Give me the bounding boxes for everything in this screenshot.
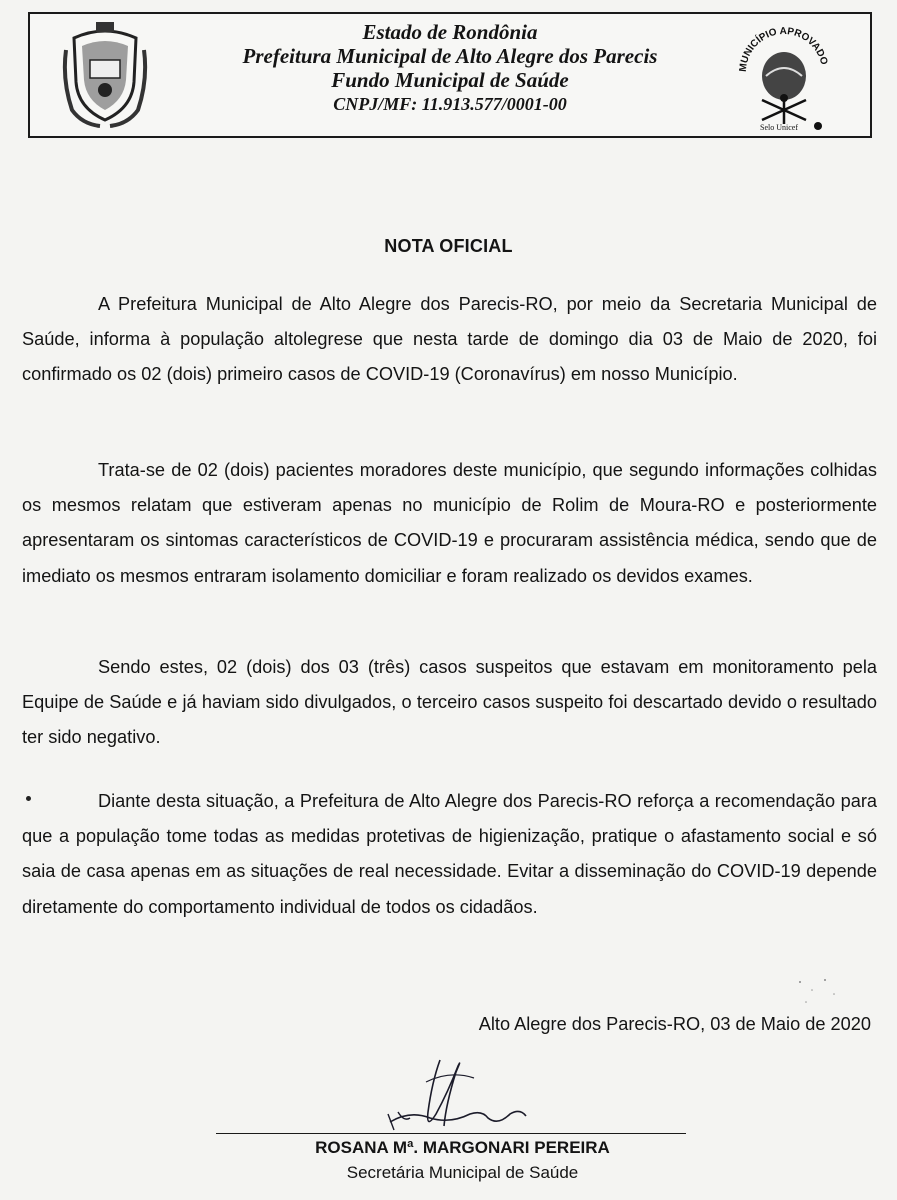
document-title: NOTA OFICIAL <box>384 236 513 256</box>
paragraph-2: Trata-se de 02 (dois) pacientes moradores deste município, que segundo informações colhidas os mesmos relatam que estiveram apenas no município de Rolim de Moura-RO e posteriormente apresentaram os sintomas característicos de COVID-19 e procuraram assistência médica, sendo que de imediato os mesmos entraram isolamento domiciliar e foram realizado os devidos exames. <box>22 460 877 586</box>
state-name: Estado de Rondônia <box>362 20 538 44</box>
paragraph-3: Sendo estes, 02 (dois) dos 03 (três) casos suspeitos que estavam em monitoramento pela Equipe de Saúde e já haviam sido divulgados, o terceiro casos suspeito foi descartado devido o resultado ter sido negativo. <box>22 657 877 748</box>
cnpj-number: CNPJ/MF: 11.913.577/0001-00 <box>333 94 567 114</box>
paragraph-1: A Prefeitura Municipal de Alto Alegre dos Parecis-RO, por meio da Secretaria Municipal de Saúde, informa à população altolegrese que nesta tarde de domingo dia 03 de Maio de 2020, foi confirmado os 02 (dois) primeiro casos de COVID-19 (Coronavírus) em nosso Município. <box>22 294 877 385</box>
fund-name: Fundo Municipal de Saúde <box>331 68 569 92</box>
svg-text:Selo Unicef: Selo Unicef <box>760 123 798 132</box>
scan-specks <box>790 972 850 1012</box>
paragraph-4: Diante desta situação, a Prefeitura de Alto Alegre dos Parecis-RO reforça a recomendação para que a população tome todas as medidas protetivas de higienização, pratique o afastamento social e só saia de casa apenas em as situações de real necessidade. Evitar a disseminação do COVID-19 depende diretamente do comportamento individual de todos os cidadãos. <box>22 791 877 917</box>
unicef-seal-icon <box>732 20 836 132</box>
signer-role: Secretária Municipal de Saúde <box>346 1163 579 1182</box>
svg-text:MUNICÍPIO APROVADO: MUNICÍPIO APROVADO <box>737 25 830 73</box>
prefecture-name: Prefeitura Municipal de Alto Alegre dos Parecis <box>242 44 658 68</box>
letterhead <box>28 12 872 138</box>
municipal-coat-of-arms-icon <box>60 20 150 130</box>
signer-name: ROSANA Mª. MARGONARI PEREIRA <box>315 1138 610 1157</box>
handwritten-signature <box>370 1052 540 1142</box>
signature-line <box>216 1133 686 1134</box>
place-and-date: Alto Alegre dos Parecis-RO, 03 de Maio de 2020 <box>478 1014 871 1034</box>
